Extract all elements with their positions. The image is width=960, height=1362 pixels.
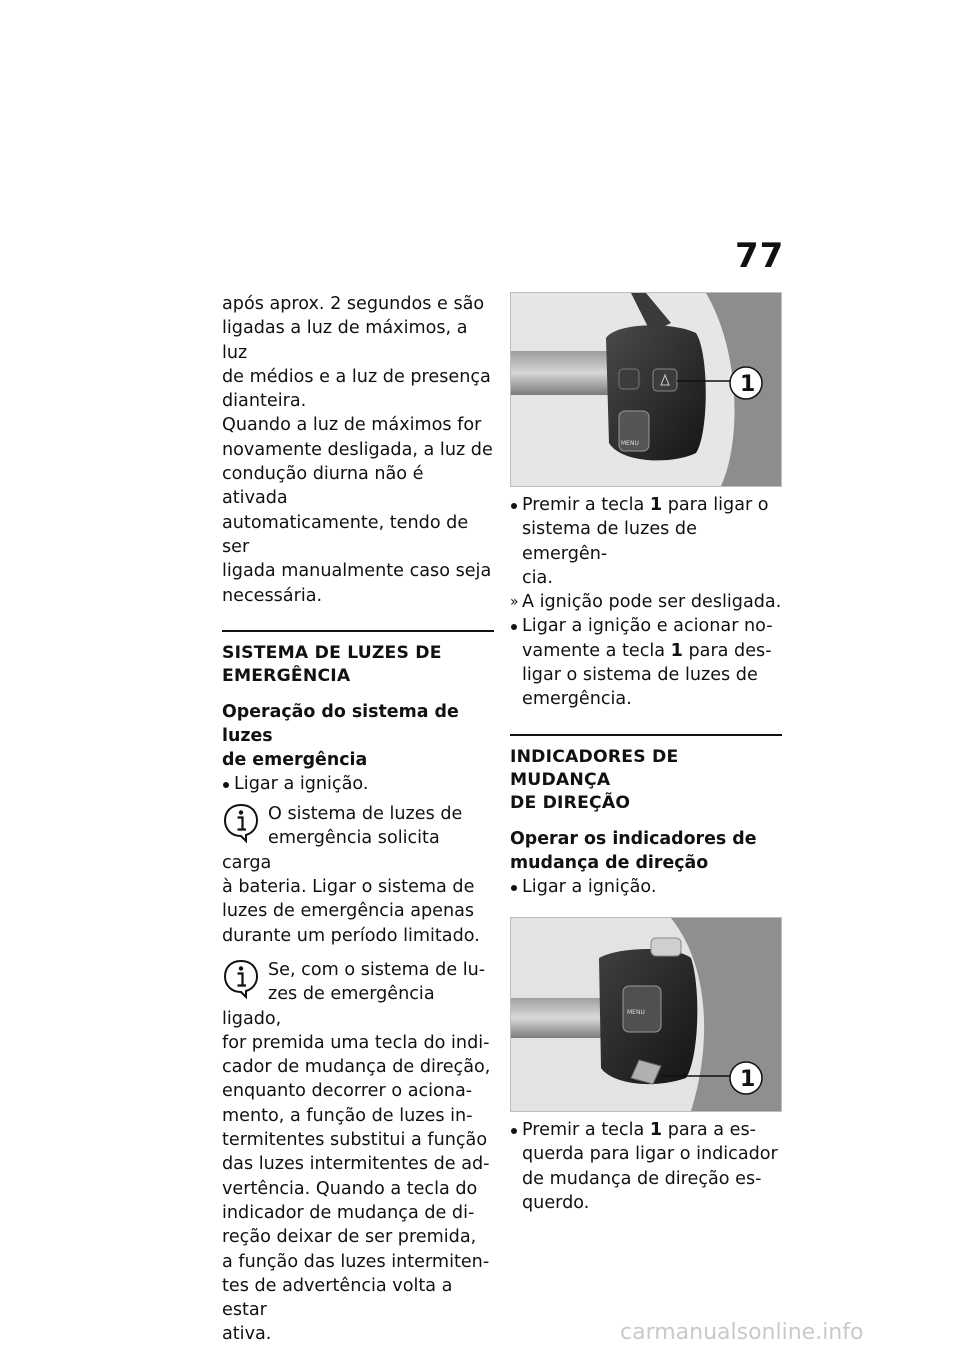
- photo-hazard-switch: [510, 292, 782, 487]
- photo2-menu-label: MENU: [627, 1008, 645, 1016]
- intro-paragraph: após aprox. 2 segundos e são ligadas a luz de máximos, a luz de médios e a luz de presença dianteira. Quando a luz de máximos for novamente desligada, a luz de condução diurna não é ativada automaticamente, tendo de ser ligada manualmente caso seja necessária.: [222, 294, 493, 606]
- page-number: 77: [735, 236, 785, 276]
- callout-1-label: 1: [740, 372, 756, 397]
- section-divider: [510, 734, 782, 736]
- info-note-indicator-priority: Se, com o sistema de lu- zes de emergência ligado, for premida uma tecla do indi- cador de mudança de direção, enquanto decorrer o aciona- mento, a função de luzes in- termitentes substitui a função das luzes intermitentes de ad- vertência. Quando a tecla do indicador de mudança de di- reção deixar de ser premida, a função das luzes intermiten- tes de advertência volta a estar ativa.: [222, 959, 491, 1345]
- info-icon: [222, 958, 260, 1000]
- step-press-hazard-off: Ligar a ignição e acionar no-: [510, 614, 782, 638]
- right-column: MENU 1 Premir a tecla 1 para ligar o sistema de luzes de emergên- cia. » A ignição pode ser desligada. Ligar a ignição e acionar no- vamente a tecla 1 para des- ligar o sistema de luzes de emergência. INDICADORES DE MUDANÇA DE DIREÇÃO Operar os indicadores de mudança de direção Ligar a ignição. MENU 1 Premir a tecla 1 para a es- querda para ligar o indicador de mudança de direção es- querdo.: [510, 292, 782, 1215]
- section-divider: [222, 630, 494, 632]
- photo1-menu-label: MENU: [621, 440, 639, 447]
- info-icon: [222, 802, 260, 844]
- step-press-hazard-on: Premir a tecla 1 para ligar o: [510, 493, 782, 517]
- section-title-turn-indicators: INDICADORES DE MUDANÇA DE DIREÇÃO: [510, 746, 679, 813]
- info-note-battery: O sistema de luzes de emergência solicita carga à bateria. Ligar o sistema de luzes de emergência apenas durante um período limitado.: [222, 804, 480, 946]
- subheading-hazard-operation: Operação do sistema de luzes de emergência: [222, 701, 459, 770]
- section-title-hazard-lights: SISTEMA DE LUZES DE EMERGÊNCIA: [222, 642, 442, 686]
- callout-1-label: 1: [740, 1066, 756, 1092]
- subheading-operate-indicators: Operar os indicadores de mudança de direção: [510, 828, 757, 873]
- photo-turn-indicator-switch: [510, 917, 782, 1112]
- step-ignition-on: Ligar a ignição.: [222, 772, 494, 796]
- left-column: [222, 292, 494, 1347]
- step-press-left-indicator: Premir a tecla 1 para a es-: [510, 1118, 782, 1142]
- step-ignition-on-2: Ligar a ignição.: [510, 875, 782, 899]
- watermark-link[interactable]: carmanualsonline.info: [620, 1320, 864, 1345]
- result-ignition-off: » A ignição pode ser desligada.: [510, 592, 782, 613]
